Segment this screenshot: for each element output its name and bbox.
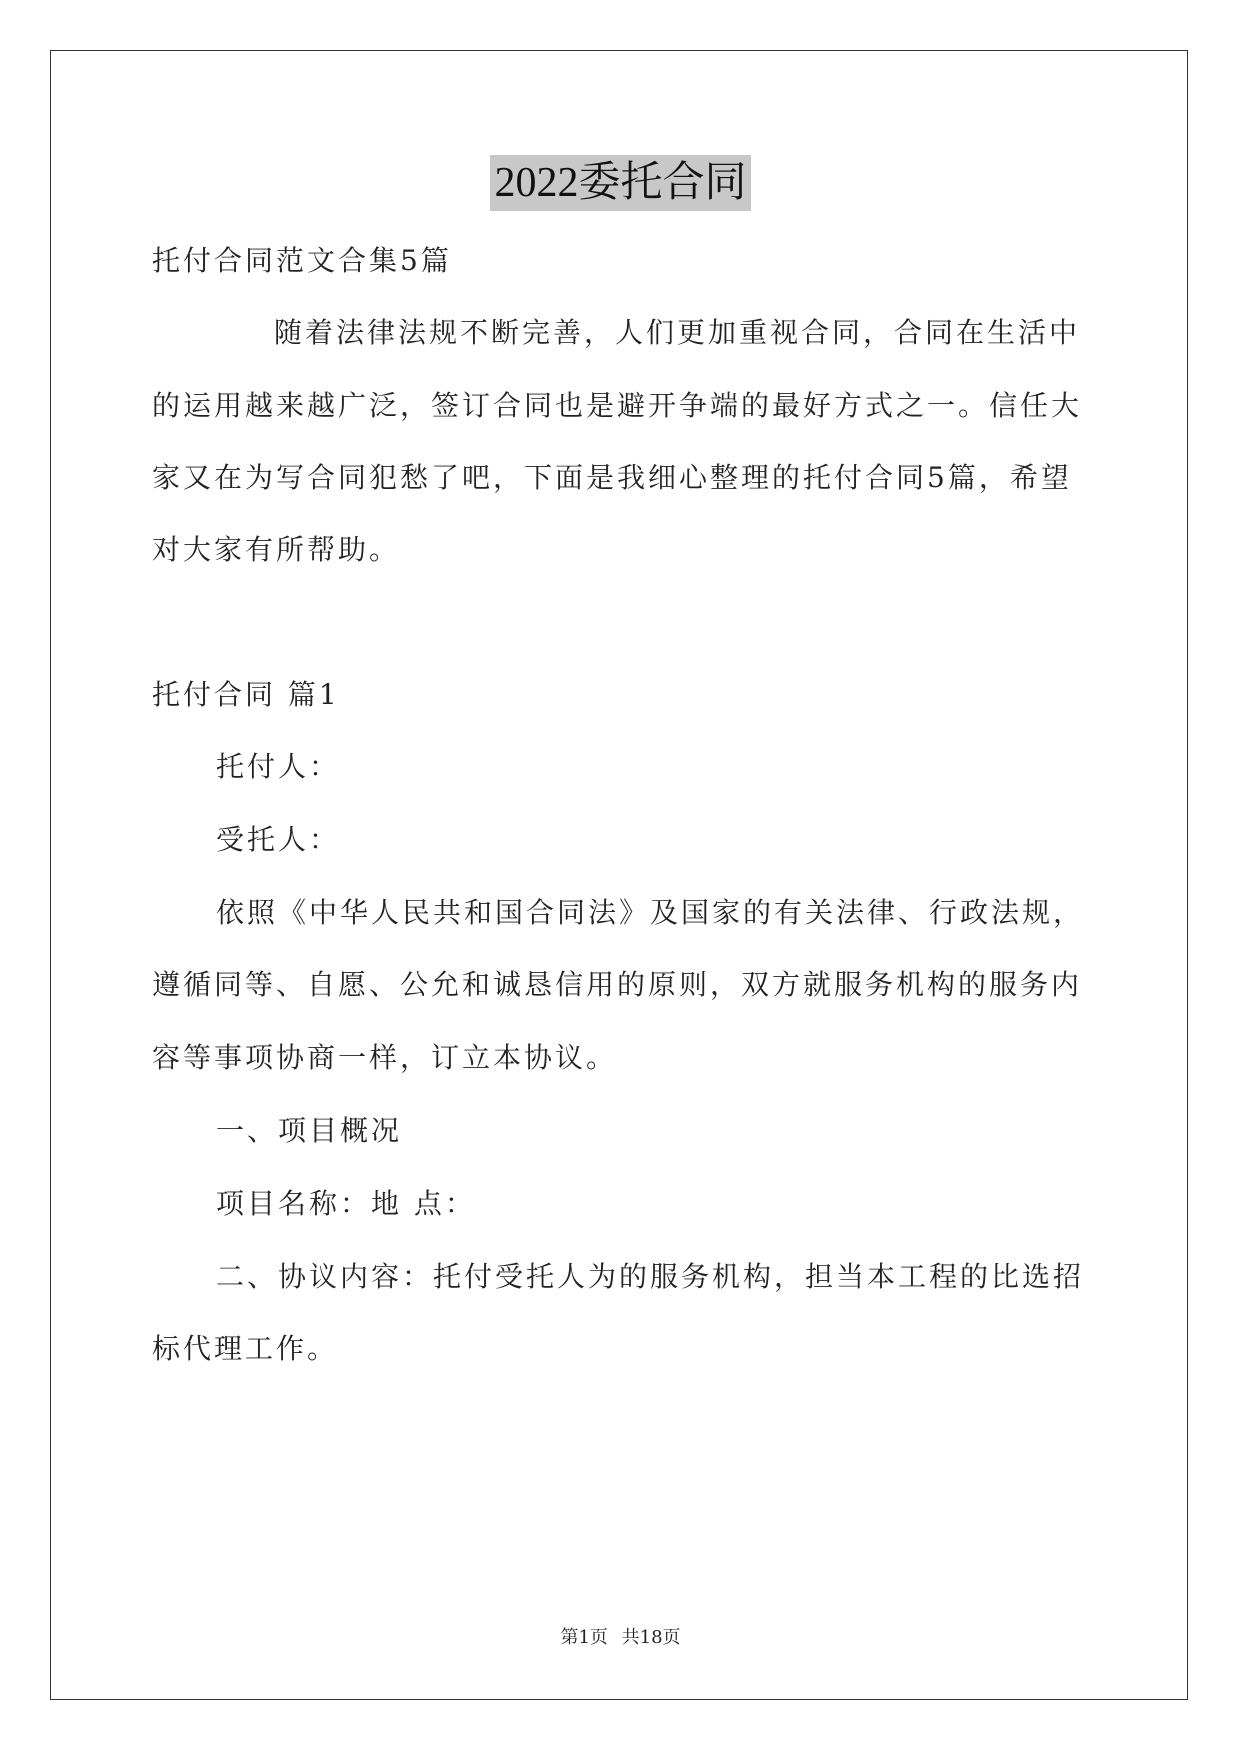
body-line: 托付人： <box>216 750 341 783</box>
body-line: 一、项目概况 <box>216 1114 403 1147</box>
body-line: 项目名称：地 点： <box>216 1187 476 1220</box>
body-line: 依照《中华人民共和国合同法》及国家的有关法律、行政法规， <box>216 896 1085 929</box>
page-number: 第1页 <box>560 1627 608 1648</box>
page-footer <box>0 1626 1241 1650</box>
page-border <box>50 50 1188 1700</box>
page-total: 共18页 <box>621 1627 681 1648</box>
intro-line: 随着法律法规不断完善，人们更加重视合同，合同在生活中 <box>274 316 1081 349</box>
intro-line: 对大家有所帮助。 <box>152 533 401 566</box>
body-line: 标代理工作。 <box>152 1332 339 1365</box>
intro-line: 家又在为写合同犯愁了吧，下面是我细心整理的托付合同5篇，希望 <box>152 461 1072 494</box>
intro-line: 的运用越来越广泛，签订合同也是避开争端的最好方式之一。信任大 <box>152 389 1083 422</box>
document-title: 2022委托合同 <box>490 155 750 211</box>
body-line: 遵循同等、自愿、公允和诚恳信用的原则，双方就服务机构的服务内 <box>152 968 1083 1001</box>
document-subtitle: 托付合同范文合集5篇 <box>152 244 452 277</box>
body-line: 受托人： <box>216 823 341 856</box>
section-heading: 托付合同 篇1 <box>152 678 340 711</box>
body-line: 容等事项协商一样，订立本协议。 <box>152 1041 618 1074</box>
title-container <box>0 155 1241 211</box>
body-line: 二、协议内容：托付受托人为的服务机构，担当本工程的比选招 <box>216 1260 1085 1293</box>
